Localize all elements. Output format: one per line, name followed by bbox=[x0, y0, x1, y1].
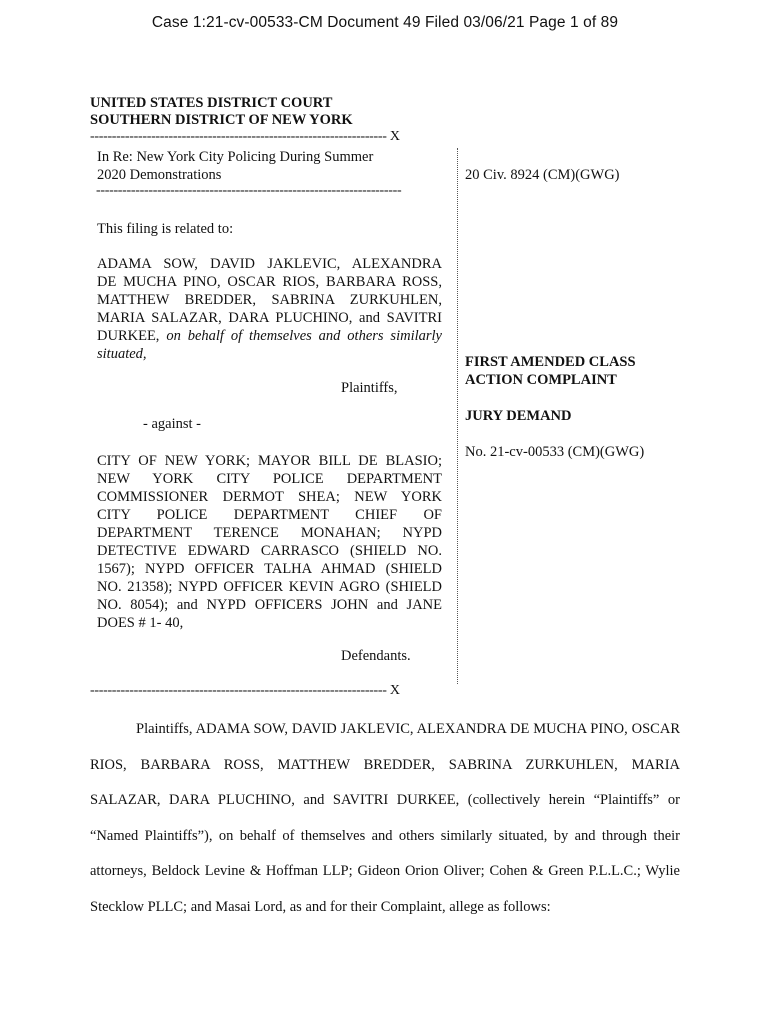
defendants-line: CITY OF NEW YORK; MAYOR BILL DE BLASIO; bbox=[97, 453, 442, 469]
defendants-line: DOES # 1- 40, bbox=[97, 615, 184, 631]
caption-top-rule: -------------------------------------------------------------------- X bbox=[90, 129, 400, 144]
defendants-label: Defendants. bbox=[341, 648, 411, 664]
in-re-line-2: 2020 Demonstrations bbox=[97, 167, 222, 183]
defendants-names bbox=[97, 452, 442, 632]
caption-vertical-divider bbox=[457, 148, 458, 684]
defendants-line: DETECTIVE EDWARD CARRASCO (SHIELD NO. bbox=[97, 543, 442, 559]
defendants-line: 1567); NYPD OFFICER TALHA AHMAD (SHIELD bbox=[97, 561, 442, 577]
complaint-body bbox=[90, 712, 680, 925]
caption-inner-rule: ---------------------------------------------------------------------- bbox=[96, 183, 402, 198]
plaintiffs-situated-text: situated, bbox=[97, 346, 147, 362]
in-re-caption bbox=[97, 148, 442, 184]
caption-bottom-rule: -------------------------------------------------------------------- X bbox=[90, 683, 400, 698]
plaintiffs-line bbox=[97, 327, 442, 345]
case-number: No. 21-cv-00533 (CM)(GWG) bbox=[465, 444, 645, 460]
jury-demand: JURY DEMAND bbox=[465, 408, 572, 424]
against-label: - against - bbox=[143, 416, 201, 432]
related-filing-label: This filing is related to: bbox=[97, 221, 234, 237]
court-line-2: SOUTHERN DISTRICT OF NEW YORK bbox=[90, 112, 353, 128]
plaintiffs-line: MATTHEW BREDDER, SABRINA ZURKUHLEN, bbox=[97, 292, 442, 308]
plaintiffs-names bbox=[97, 255, 442, 363]
complaint-title bbox=[465, 353, 636, 389]
plaintiffs-behalf-text: on behalf of themselves and others similarly bbox=[166, 328, 442, 344]
defendants-line: CITY POLICE DEPARTMENT CHIEF OF bbox=[97, 507, 442, 523]
plaintiffs-line: MARIA SALAZAR, DARA PLUCHINO, and SAVITRI bbox=[97, 310, 442, 326]
plaintiffs-last-name: DURKEE, bbox=[97, 328, 167, 344]
defendants-line: NEW YORK CITY POLICE DEPARTMENT bbox=[97, 471, 442, 487]
court-name bbox=[90, 95, 353, 129]
defendants-line: DEPARTMENT TERENCE MONAHAN; NYPD bbox=[97, 525, 442, 541]
defendants-line: COMMISSIONER DERMOT SHEA; NEW YORK bbox=[97, 489, 442, 505]
in-re-case-number: 20 Civ. 8924 (CM)(GWG) bbox=[465, 167, 620, 183]
complaint-title-line-1: FIRST AMENDED CLASS bbox=[465, 354, 636, 370]
opening-paragraph: Plaintiffs, ADAMA SOW, DAVID JAKLEVIC, ALEXANDRA DE MUCHA PINO, OSCAR RIOS, BARBARA ROSS, MATTHEW BREDDER, SABRINA ZURKUHLEN, MARIA SALAZAR, DARA PLUCHINO, and SAVITRI DURKEE, (collectively herein “Plaintiffs” or “Named Plaintiffs”), on behalf of themselves and others similarly situated, by and through their attorneys, Beldock Levine & Hoffman LLP; Gideon Orion Oliver; Cohen & Green P.L.L.C.; Wylie Stecklow PLLC; and Masai Lord, as and for their Complaint, allege as follows: bbox=[90, 721, 680, 915]
complaint-title-line-2: ACTION COMPLAINT bbox=[465, 372, 617, 388]
in-re-line-1: In Re: New York City Policing During Summer bbox=[97, 149, 374, 165]
court-line-1: UNITED STATES DISTRICT COURT bbox=[90, 95, 333, 111]
plaintiffs-label: Plaintiffs, bbox=[341, 380, 398, 396]
defendants-line: NO. 8054); and NYPD OFFICERS JOHN and JANE bbox=[97, 597, 442, 613]
document-header: Case 1:21-cv-00533-CM Document 49 Filed 03/06/21 Page 1 of 89 bbox=[151, 14, 619, 31]
plaintiffs-line: DE MUCHA PINO, OSCAR RIOS, BARBARA ROSS, bbox=[97, 274, 442, 290]
plaintiffs-line: ADAMA SOW, DAVID JAKLEVIC, ALEXANDRA bbox=[97, 256, 442, 272]
defendants-line: NO. 21358); NYPD OFFICER KEVIN AGRO (SHIELD bbox=[97, 579, 442, 595]
